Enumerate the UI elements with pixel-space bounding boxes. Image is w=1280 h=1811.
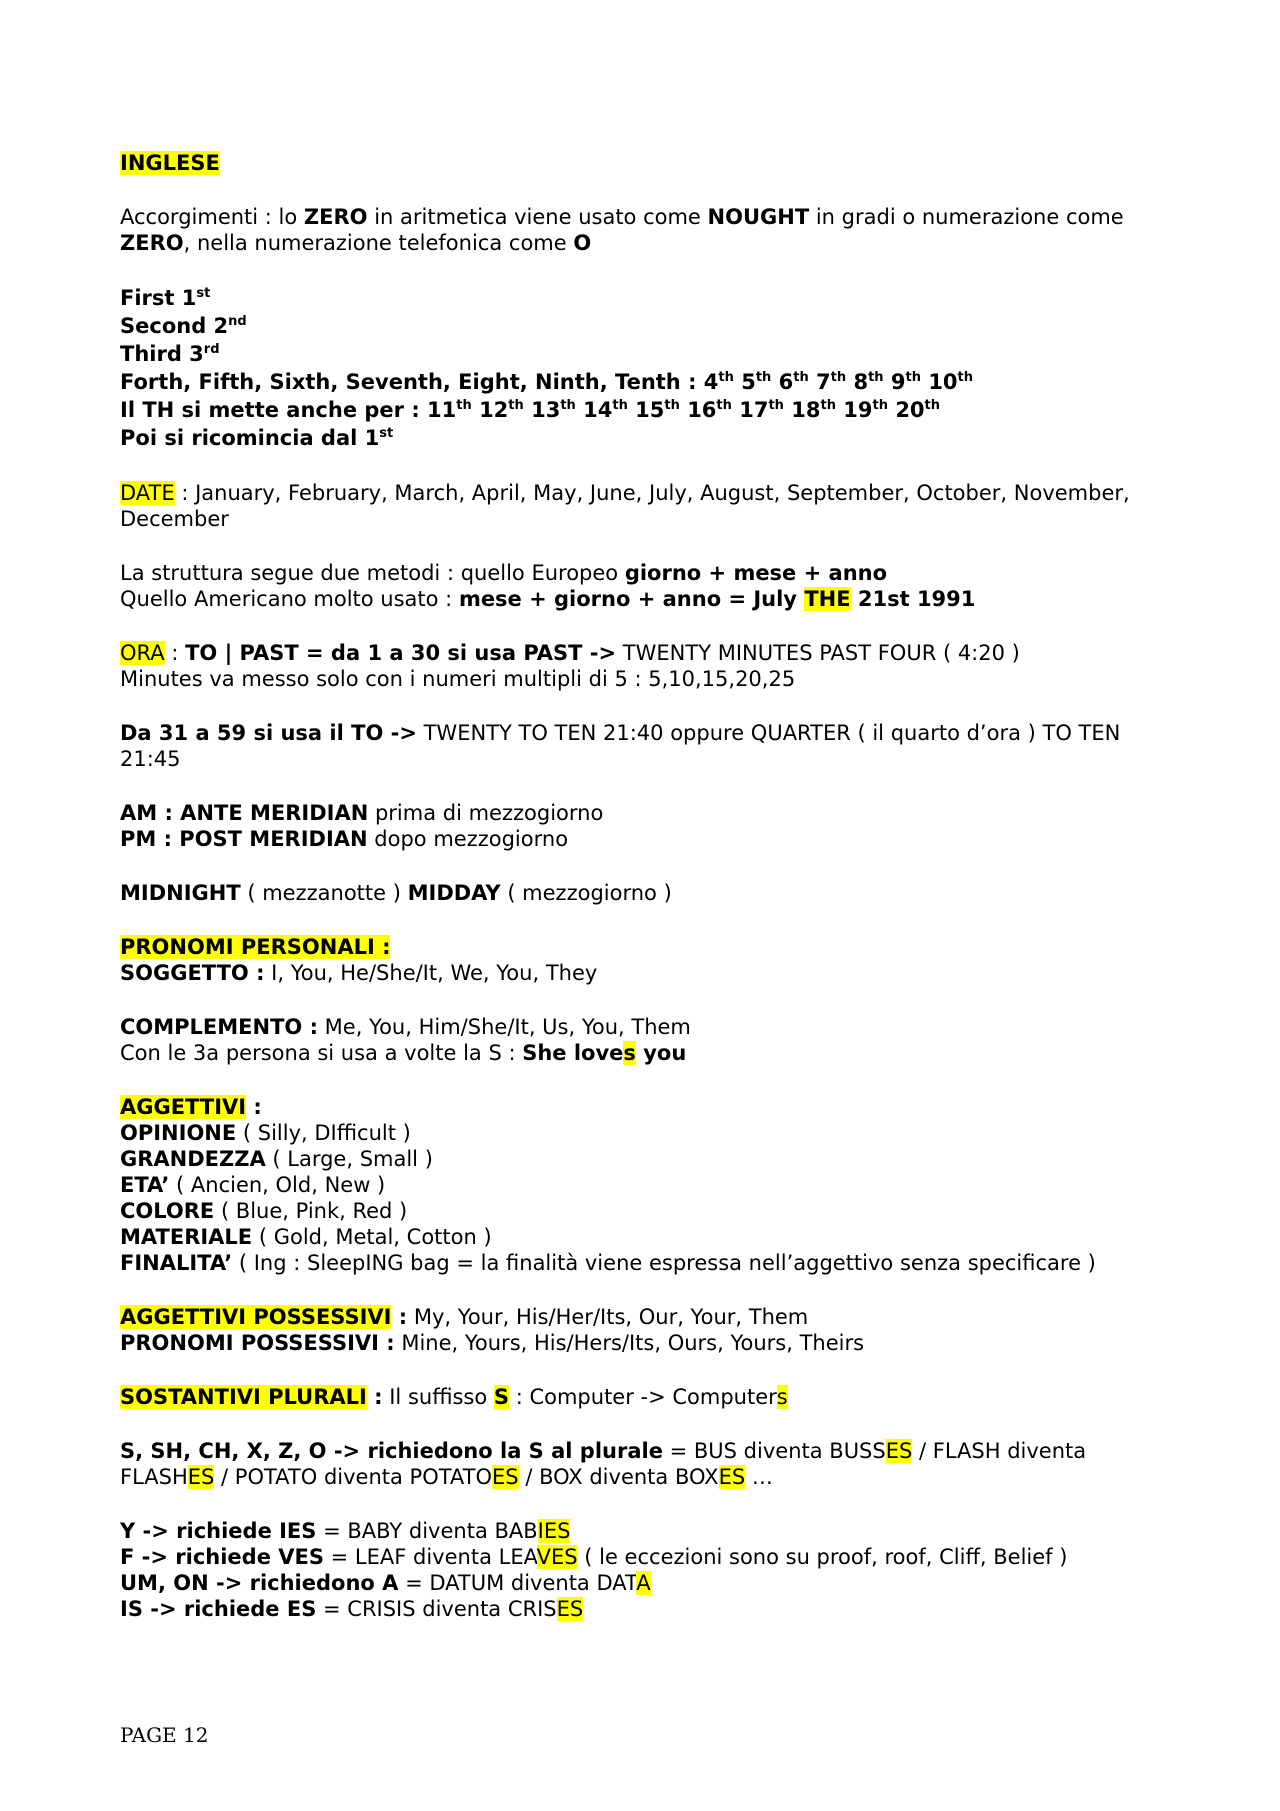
ora-paragraph (120, 640, 1180, 692)
bold-text: Poi si ricomincia dal 1 (120, 426, 380, 450)
bold-text: 21st 1991 (850, 587, 976, 611)
bold-text: Second 2 (120, 314, 229, 338)
text: My, Your, His/Her/Its, Our, Your, Them (407, 1305, 809, 1329)
text: Forth, Fifth, Sixth, Seventh, Eight, Ninth, Tenth : (120, 370, 704, 394)
text: … (745, 1465, 773, 1489)
text: ( le eccezioni sono su proof, roof, Cliff, Belief ) (577, 1545, 1068, 1569)
possessivi-line (120, 1330, 1180, 1356)
structure-paragraph (120, 560, 1180, 612)
superscript: th (664, 398, 680, 413)
rule-es-paragraph (120, 1438, 1180, 1490)
superscript: th (924, 398, 941, 413)
superscript: rd (203, 342, 220, 357)
ampm-paragraph (120, 800, 1180, 852)
structure-line (120, 586, 1180, 612)
highlight-label: ORA (120, 641, 165, 665)
complemento-line (120, 1040, 1180, 1066)
superscript: nd (228, 314, 247, 329)
text: 15 (635, 398, 665, 422)
midnight-paragraph (120, 880, 1180, 906)
bold-text: COLORE (120, 1199, 215, 1223)
text: 5 (741, 370, 756, 394)
superscript: th (905, 370, 921, 385)
text: 9 (890, 370, 906, 394)
highlight-text: S (493, 1385, 510, 1409)
bold-text: S, SH, CH, X, Z, O -> richiedono la S al plurale (120, 1439, 663, 1463)
text: 19 (843, 398, 873, 422)
aggettivo-row (120, 1198, 1180, 1224)
text: 13 (531, 398, 561, 422)
aggettivo-row (120, 1120, 1180, 1146)
text: , nella numerazione telefonica come (183, 231, 574, 255)
bold-text: Da 31 a 59 si usa il TO -> (120, 721, 417, 745)
possessivi-paragraph (120, 1304, 1180, 1356)
bold-text: NOUGHT (707, 205, 810, 229)
text: / FLASH diventa FLASH (120, 1439, 1087, 1489)
bold-text: IS -> richiede ES (120, 1597, 317, 1621)
bold-text: She love (522, 1041, 624, 1065)
superscript: th (820, 398, 836, 413)
ordinal-line (120, 368, 1180, 396)
text: ( mezzanotte ) (240, 881, 408, 905)
bold-text: Third 3 (120, 342, 204, 366)
superscript: th (830, 370, 847, 385)
text: ( Ing : SleepING bag = la finalità viene espressa nell’aggettivo senza specificare ) (232, 1251, 1096, 1275)
highlight-label: PRONOMI PERSONALI : (120, 935, 391, 959)
ordinal-line (120, 284, 1180, 312)
bold-text: TO | PAST = da 1 a 30 si usa PAST -> (185, 641, 617, 665)
text: ( mezzogiorno ) (500, 881, 672, 905)
ordinal-line (120, 424, 1180, 452)
bold-text: OPINIONE (120, 1121, 237, 1145)
text: : (164, 641, 186, 665)
rule-line (120, 1570, 1180, 1596)
to-paragraph (120, 720, 1180, 772)
text: = DATUM diventa DAT (398, 1571, 637, 1595)
text: Il suffisso (382, 1385, 494, 1409)
text: in aritmetica viene usato come (367, 205, 708, 229)
text: 14 (583, 398, 613, 422)
complemento-paragraph (120, 1014, 1180, 1066)
superscript: th (755, 370, 772, 385)
superscript: th (716, 398, 732, 413)
text: = LEAF diventa LEA (323, 1545, 537, 1569)
text: TWENTY MINUTES PAST FOUR ( 4:20 ) (616, 641, 1020, 665)
possessivi-line (120, 1304, 1180, 1330)
bold-text: : (391, 1305, 408, 1329)
text: dopo mezzogiorno (367, 827, 569, 851)
date-paragraph (120, 480, 1180, 532)
text: 6 (778, 370, 794, 394)
text: 11 (427, 398, 457, 422)
text: 12 (479, 398, 509, 422)
superscript: th (718, 370, 734, 385)
highlight-text: THE (804, 587, 851, 611)
bold-text: PRONOMI POSSESSIVI : (120, 1331, 395, 1355)
text: : Computer -> Computer (509, 1385, 777, 1409)
text: prima di mezzogiorno (368, 801, 604, 825)
highlight-text: A (636, 1571, 651, 1595)
plurali-paragraph (120, 1384, 1180, 1410)
text: ( Gold, Metal, Cotton ) (252, 1225, 492, 1249)
ordinal-line (120, 396, 1180, 424)
aggettivo-row (120, 1172, 1180, 1198)
ordinal-line (120, 312, 1180, 340)
superscript: th (872, 398, 888, 413)
highlight-text: IES (537, 1519, 571, 1543)
soggetto-line (120, 960, 1180, 986)
intro-paragraph (120, 204, 1180, 256)
text: = BUS diventa BUSS (662, 1439, 886, 1463)
bold-text: O (573, 231, 592, 255)
aggettivo-row (120, 1224, 1180, 1250)
page-number: PAGE 12 (120, 1723, 209, 1747)
am-line (120, 800, 1180, 826)
text: 8 (853, 370, 869, 394)
bold-text: mese + giorno + anno = July (458, 587, 805, 611)
bold-text: MIDNIGHT (120, 881, 241, 905)
bold-text: : (366, 1385, 383, 1409)
aggettivo-row (120, 1146, 1180, 1172)
superscript: th (508, 398, 524, 413)
title-highlight: INGLESE (120, 151, 220, 175)
bold-text: ZERO (120, 231, 184, 255)
text: Quello Americano molto usato : (120, 587, 459, 611)
ordinal-line (120, 340, 1180, 368)
aggettivo-row (120, 1250, 1180, 1276)
superscript: th (612, 398, 628, 413)
text: 7 (816, 370, 831, 394)
highlight-text: s (776, 1385, 788, 1409)
bold-text: : (246, 1095, 262, 1119)
ordinals-block (120, 284, 1180, 452)
text: TWENTY TO TEN 21:40 oppure QUARTER ( il quarto d’ora ) TO TEN 21:45 (120, 721, 1121, 771)
superscript: st (379, 426, 394, 441)
bold-text: UM, ON -> richiedono A (120, 1571, 399, 1595)
pronomi-heading (120, 934, 1180, 960)
superscript: th (560, 398, 576, 413)
highlight-text: ES (492, 1465, 519, 1489)
bold-text: COMPLEMENTO : (120, 1015, 318, 1039)
rules-paragraph (120, 1518, 1180, 1622)
bold-text: GRANDEZZA (120, 1147, 266, 1171)
text: 17 (739, 398, 769, 422)
ora-line: Minutes va messo solo con i numeri multipli di 5 : 5,10,15,20,25 (120, 667, 796, 691)
ora-line (120, 640, 1180, 666)
superscript: st (196, 286, 211, 301)
bold-text: SOGGETTO : (120, 961, 265, 985)
highlight-text: ES (718, 1465, 746, 1489)
highlight-label: AGGETTIVI POSSESSIVI (120, 1305, 392, 1329)
bold-text: giorno + mese + anno (624, 561, 888, 585)
bold-text: PM : POST MERIDIAN (120, 827, 368, 851)
text: ( Ancien, Old, New ) (169, 1173, 386, 1197)
highlight-text: s (623, 1041, 636, 1065)
superscript: th (957, 370, 974, 385)
text: Il TH si mette anche per : (120, 398, 428, 422)
bold-text: First 1 (120, 286, 197, 310)
highlight-text: ES (556, 1597, 584, 1621)
text: / POTATO diventa POTATO (214, 1465, 493, 1489)
text: : January, February, March, April, May, June, July, August, September, October, November, December (120, 481, 1130, 531)
text: 10 (928, 370, 958, 394)
rule-line (120, 1518, 1180, 1544)
complemento-line (120, 1014, 1180, 1040)
highlight-label: SOSTANTIVI PLURALI (120, 1385, 367, 1409)
superscript: th (868, 370, 884, 385)
rule-line (120, 1544, 1180, 1570)
text: ( Blue, Pink, Red ) (214, 1199, 408, 1223)
bold-text: you (635, 1041, 687, 1065)
rule-line (120, 1596, 1180, 1622)
text: Accorgimenti : lo (120, 205, 304, 229)
highlight-label: AGGETTIVI (120, 1095, 247, 1119)
highlight-text: VES (536, 1545, 578, 1569)
bold-text: MATERIALE (120, 1225, 253, 1249)
text: 20 (895, 398, 925, 422)
text: / BOX diventa BOX (518, 1465, 719, 1489)
text: = BABY diventa BAB (316, 1519, 538, 1543)
text: ( Silly, DIfficult ) (236, 1121, 411, 1145)
text: ( Large, Small ) (265, 1147, 433, 1171)
superscript: th (768, 398, 784, 413)
document-body (120, 150, 1180, 1650)
text: 4 (703, 370, 719, 394)
bold-text: ZERO (303, 205, 368, 229)
aggettivi-paragraph (120, 1094, 1180, 1276)
pronomi-paragraph (120, 934, 1180, 986)
text: 16 (687, 398, 717, 422)
highlight-label: DATE (120, 481, 175, 505)
text: I, You, He/She/It, We, You, They (264, 961, 598, 985)
bold-text: AM : ANTE MERIDIAN (120, 801, 369, 825)
superscript: th (456, 398, 472, 413)
text: 18 (791, 398, 821, 422)
structure-line (120, 560, 1180, 586)
text: in gradi o numerazione come (809, 205, 1124, 229)
text: Me, You, Him/She/It, Us, You, Them (317, 1015, 691, 1039)
section-title (120, 150, 1180, 176)
bold-text: F -> richiede VES (120, 1545, 324, 1569)
text: Mine, Yours, His/Hers/Its, Ours, Yours, Theirs (394, 1331, 865, 1355)
bold-text: MIDDAY (407, 881, 501, 905)
highlight-text: ES (187, 1465, 215, 1489)
text: La struttura segue due metodi : quello Europeo (120, 561, 625, 585)
pm-line (120, 826, 1180, 852)
bold-text: FINALITA’ (120, 1251, 233, 1275)
aggettivi-heading (120, 1094, 1180, 1120)
bold-text: Y -> richiede IES (120, 1519, 317, 1543)
superscript: th (793, 370, 809, 385)
text: Con le 3a persona si usa a volte la S : (120, 1041, 523, 1065)
highlight-text: ES (885, 1439, 913, 1463)
text: = CRISIS diventa CRIS (316, 1597, 557, 1621)
bold-text: ETA’ (120, 1173, 170, 1197)
